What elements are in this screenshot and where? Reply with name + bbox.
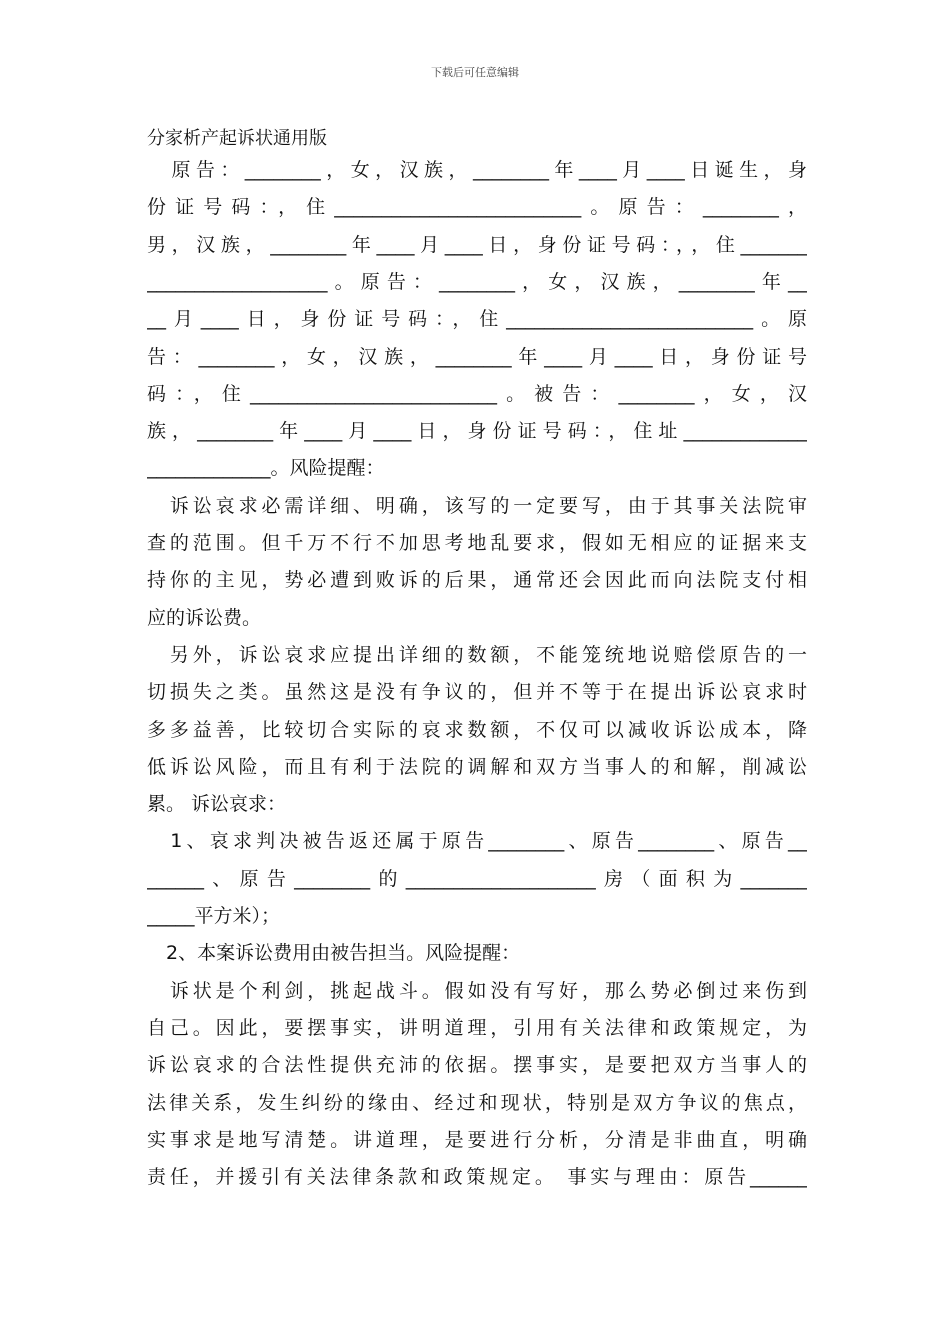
text-line: 诉讼哀求的合法性提供充沛的依据。摆事实，是要把双方当事人的	[147, 1054, 807, 1077]
text-line: 自己。因此，要摆事实，讲明道理，引用有关法律和政策规定，为	[147, 1016, 807, 1039]
document-title: 分家析产起诉状通用版	[147, 128, 327, 149]
text-line: 低诉讼风险，而且有利于法院的调解和双方当事人的和解，削减讼	[147, 755, 807, 778]
text-line: ___________________。原告：________，女，汉族，________年__	[147, 270, 807, 293]
text-line: _____平方米）；	[147, 905, 281, 927]
text-line: 1、哀求判决被告返还属于原告________、原告________、原告__	[147, 830, 807, 853]
text-line: ______、原告________的____________________房（面积为_______	[147, 867, 807, 890]
text-line: 实事求是地写清楚。讲道理，是要进行分析，分清是非曲直，明确	[147, 1128, 807, 1151]
text-line: _____________。风险提醒：	[147, 457, 385, 480]
text-line: 应的诉讼费。	[147, 606, 262, 629]
text-line: 男，汉族，________年____月____日，身份证号码：，，住_______	[147, 233, 807, 256]
text-line: 查的范围。但千万不行不加思考地乱要求，假如无相应的证据来支	[147, 532, 807, 554]
text-line: 切损失之类。虽然这是没有争议的，但并不等于在提出诉讼哀求时	[147, 681, 807, 704]
text-line: 诉讼哀求必需详细、明确，该写的一定要写，由于其事关法院审	[147, 494, 807, 517]
text-line: 2、本案诉讼费用由被告担当。风险提醒：	[147, 942, 521, 965]
page-header-note: 下载后可任意编辑	[431, 66, 519, 79]
text-line: 族，________年____月____日，身份证号码：，住址_____________	[147, 420, 807, 443]
text-line: 原告：________，女，汉族，________年____月____日诞生，身	[147, 159, 807, 181]
text-line: 告：________，女，汉族，________年____月____日，身份证号	[147, 345, 807, 368]
text-line: __月____日，身份证号码：，住__________________________。原	[147, 308, 807, 331]
text-line: 责任，并援引有关法律条款和政策规定。 事实与理由：原告______	[147, 1166, 807, 1189]
text-line: 另外，诉讼哀求应提出详细的数额，不能笼统地说赔偿原告的一	[147, 643, 807, 666]
text-line: 法律关系，发生纠纷的缘由、经过和现状，特别是双方争议的焦点，	[147, 1091, 807, 1114]
text-line: 累。 诉讼哀求：	[147, 793, 287, 816]
text-line: 持你的主见，势必遭到败诉的后果，通常还会因此而向法院支付相	[147, 569, 807, 592]
text-line: 诉状是个利剑，挑起战斗。假如没有写好，那么势必倒过来伤到	[147, 979, 807, 1002]
text-line: 码：，住__________________________。被告：________，女，汉	[147, 382, 807, 405]
text-line: 多多益善，比较切合实际的哀求数额，不仅可以减收诉讼成本，降	[147, 718, 807, 741]
text-line: 份证号码：，住__________________________。原告：________，	[147, 196, 807, 219]
